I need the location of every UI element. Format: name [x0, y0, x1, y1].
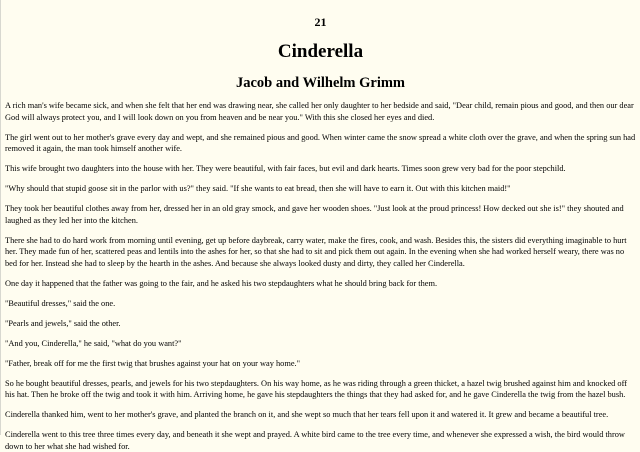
paragraph: "Why should that stupid goose sit in the parlor with us?" they said. "If she wants to eat bread, then she will have to earn it. Out with this kitchen maid!" — [5, 184, 511, 193]
paragraph: There she had to do hard work from morning until evening, get up before daybreak, carry water, make the fires, cook, and wash. Besides this, the sisters did everything imaginable to hurt her. They made fun of her, scattered peas and lentils into the ashes for her, so that she had to sit and pick them out again. In the evening when she had worked herself weary, there was no bed for her. Instead she had to sleep by the hearth in the ashes. And because she always looked dusty and dirty, they called her Cinderella. — [5, 235, 627, 268]
paragraph: A rich man's wife became sick, and when she felt that her end was drawing near, she called her only daughter to her bedside and said, "Dear child, remain pious and good, and then our dear God will always protect you, and I will look down on you from heaven and be near you." With this she closed her eyes and died. — [5, 101, 634, 122]
page-title: Cinderella — [277, 41, 364, 62]
paragraph: The girl went out to her mother's grave every day and wept, and she remained pious and good. When winter came the snow spread a white cloth over the grave, and when the spring sun had removed it again, the man took himself another wife. — [5, 132, 636, 153]
paragraph: "Father, break off for me the first twig that brushes against your hat on your way home." — [5, 358, 301, 368]
paragraph: This wife brought two daughters into the house with her. They were beautiful, with fair faces, but evil and dark hearts. Times soon grew very bad for the poor stepchild. — [5, 164, 566, 173]
paragraph: "Beautiful dresses," said the one. — [5, 298, 116, 308]
paragraph: Cinderella thanked him, went to her mother's grave, and planted the branch on it, and she wept so much that her tears fell upon it and watered it. It grew and became a beautiful tree. — [5, 410, 609, 419]
page-number: 21 — [314, 15, 327, 29]
author-byline: Jacob and Wilhelm Grimm — [235, 75, 406, 91]
story-text — [5, 100, 636, 452]
paragraph: "Pearls and jewels," said the other. — [5, 318, 121, 328]
paragraph: Cinderella went to this tree three times every day, and beneath it she wept and prayed. A white bird came to the tree every time, and whenever she expressed a wish, the bird would throw down to her what she had wished for. — [5, 430, 625, 451]
paragraph: So he bought beautiful dresses, pearls, and jewels for his two stepdaughters. On his way home, as he was riding through a green thicket, a hazel twig brushed against him and knocked off his hat. Then he broke off the twig and took it with him. Arriving home, he gave his stepdaughters the things that they had asked for, and he gave Cinderella the twig from the hazel bush. — [5, 378, 628, 399]
document-content — [1, 0, 640, 452]
paragraph: "And you, Cinderella," he said, "what do you want?" — [5, 338, 182, 348]
paragraph: One day it happened that the father was going to the fair, and he asked his two stepdaughters what he should bring back for them. — [5, 278, 438, 288]
paragraph: They took her beautiful clothes away from her, dressed her in an old gray smock, and gave her wooden shoes. "Just look at the proud princess! How decked out she is!" they shouted and laughed as they led her into the kitchen. — [5, 204, 624, 225]
